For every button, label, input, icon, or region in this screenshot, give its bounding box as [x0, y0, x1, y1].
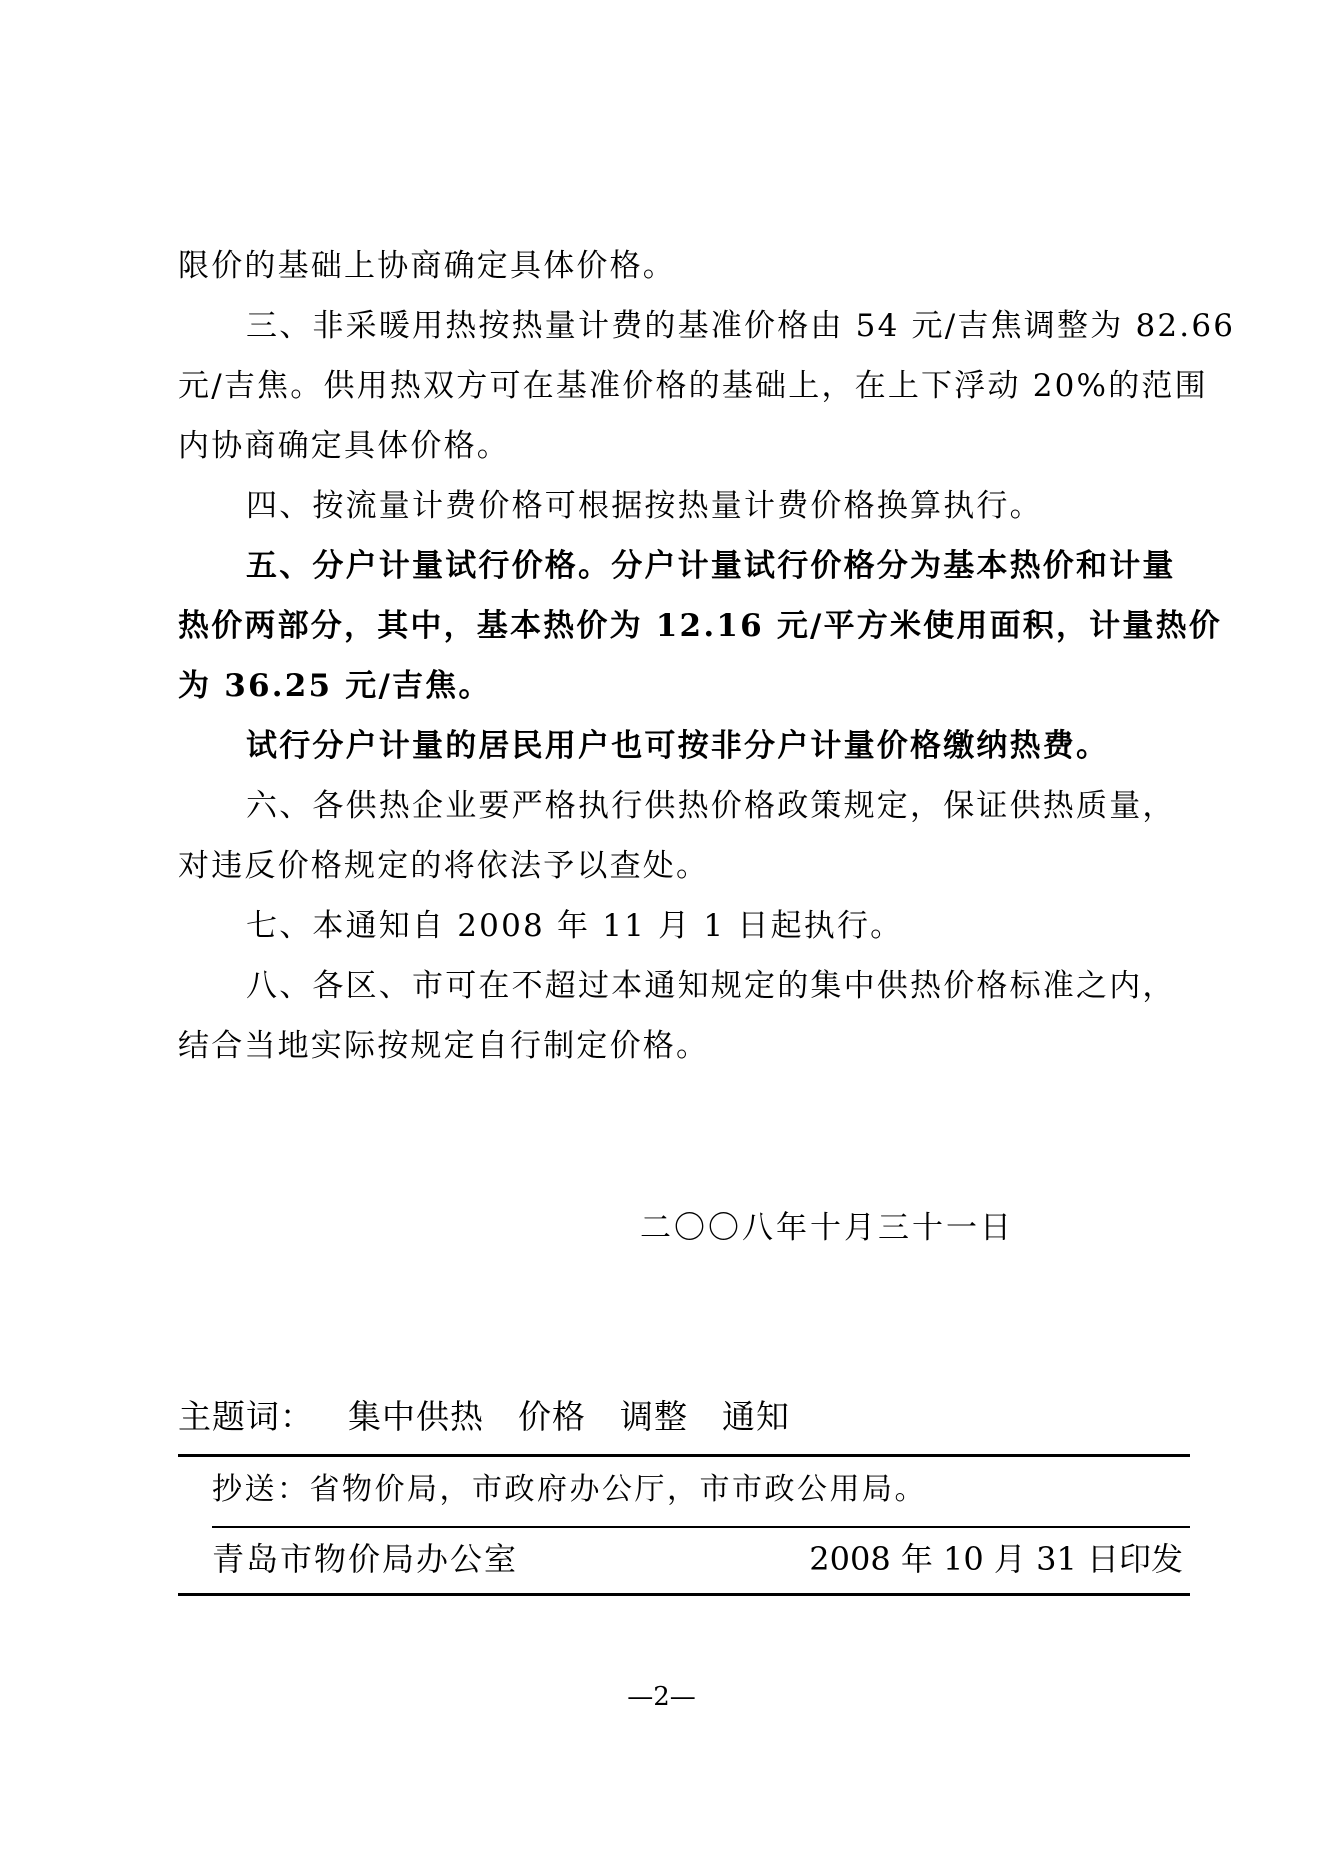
subject-keyword: 集中供热	[348, 1397, 484, 1436]
paragraph-5-line-3: 为 36.25 元/吉焦。	[178, 668, 492, 704]
subject-keyword: 价格	[518, 1397, 586, 1436]
page-number: —2—	[627, 1682, 696, 1712]
paragraph-3-line-2: 元/吉焦。供用热双方可在基准价格的基础上，在上下浮动 20%的范围	[178, 368, 1208, 404]
paragraph-continuation: 限价的基础上协商确定具体价格。	[178, 248, 676, 284]
paragraph-6-line-1: 六、各供热企业要严格执行供热价格政策规定，保证供热质量，	[246, 788, 1176, 824]
top-divider	[178, 1454, 1190, 1457]
cc-recipients: 抄送：省物价局，市政府办公厅，市市政公用局。	[212, 1472, 927, 1507]
subject-words	[178, 1395, 790, 1439]
middle-divider	[212, 1526, 1190, 1528]
paragraph-4: 四、按流量计费价格可根据按热量计费价格换算执行。	[246, 488, 1043, 524]
bottom-divider	[178, 1593, 1190, 1596]
paragraph-7: 七、本通知自 2008 年 11 月 1 日起执行。	[246, 908, 904, 944]
paragraph-5-note: 试行分户计量的居民用户也可按非分户计量价格缴纳热费。	[246, 728, 1110, 764]
paragraph-8-line-2: 结合当地实际按规定自行制定价格。	[178, 1028, 710, 1064]
issuing-office: 青岛市物价局办公室	[212, 1540, 519, 1578]
subject-label: 主题词：	[178, 1397, 314, 1436]
paragraph-3-line-3: 内协商确定具体价格。	[178, 428, 510, 464]
paragraph-8-line-1: 八、各区、市可在不超过本通知规定的集中供热价格标准之内，	[246, 968, 1176, 1004]
paragraph-6-line-2: 对违反价格规定的将依法予以查处。	[178, 848, 710, 884]
signature-date: 二〇〇八年十月三十一日	[640, 1210, 1014, 1246]
print-date: 2008 年 10 月 31 日印发	[809, 1540, 1183, 1578]
subject-keyword: 调整	[620, 1397, 688, 1436]
paragraph-5-line-2: 热价两部分，其中，基本热价为 12.16 元/平方米使用面积，计量热价	[178, 608, 1222, 644]
subject-keyword: 通知	[722, 1397, 790, 1436]
paragraph-3-line-1: 三、非采暖用热按热量计费的基准价格由 54 元/吉焦调整为 82.66	[246, 308, 1236, 344]
paragraph-5-line-1: 五、分户计量试行价格。分户计量试行价格分为基本热价和计量	[246, 548, 1176, 584]
